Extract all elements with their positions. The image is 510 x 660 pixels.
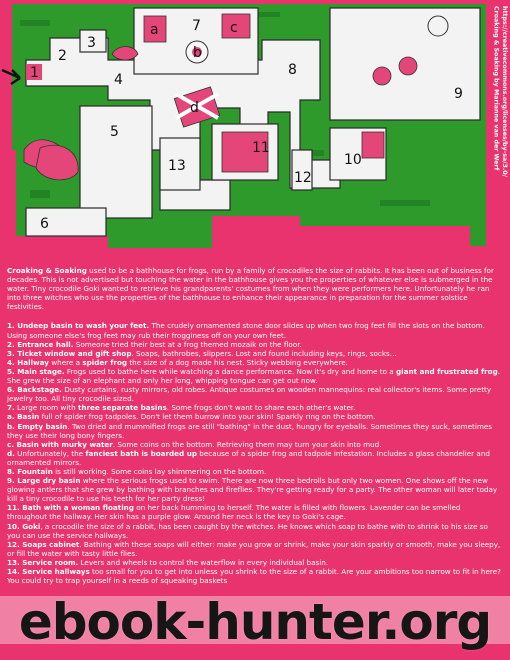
list-item: 2. Entrance hall. Someone tried their best at a frog themed mozaik on the floor.: [7, 339, 302, 349]
watermark: ebook-hunter.org: [18, 593, 492, 651]
list-item: 11. Bath with a woman floating on her back humming to herself. The water is filled with flowers. Lavender can be smelled throughout the hallway. Her skin has a purple glow. Around her neck is the key to Goki's cage.: [7, 503, 461, 522]
map-label-7: 7: [192, 18, 201, 34]
room-5: [80, 106, 152, 218]
bathhouse-map: [0, 0, 488, 258]
list-item: 5. Main stage. Frogs used to bathe here while watching a dance performance. Now it's dry and home to a giant and frustrated frog. She grew the size of an elephant and only her long, whipping tongue can get out now.: [7, 366, 501, 386]
map-label-11: 11: [252, 140, 270, 156]
map-label-6: 6: [40, 216, 49, 232]
list-item: 12. Soaps cabinet. Bathing with these soaps will either: make you grow or shrink, make your skin sparkly or smooth, make you sleepy, or fill the water with tasty little flies.: [7, 539, 501, 558]
map-label-4: 4: [114, 72, 123, 88]
map-label-2: 2: [58, 48, 67, 64]
map-label-d: d: [190, 100, 199, 116]
list-item: 8. Fountain is still working. Some coins lay shimmering on the bottom.: [7, 466, 267, 476]
map-label-3: 3: [87, 35, 96, 51]
intro-paragraph: [7, 266, 501, 311]
list-item: a. Basin full of spider frog tadpoles. Don't let them burrow into your skin! Sparkly ring on the bottom.: [7, 412, 376, 422]
intro-text: used to be a bathhouse for frogs, run by a family of crocodiles the size of rabbits. It has been out of business for decades. This is not advertised but touching the water in the bathhouse gives you the properties of whatever else is submerged in the water. Tiny crocodile Goki wanted to retrieve his grandparents' costumes from when they were performers here. Unfortunately he ran into three witches who use the properties of the bathhouse to enhance their appearance in preparation for the summer solstice festivities.: [7, 266, 494, 312]
list-item: 3. Ticket window and gift shop. Soaps, bathrobes, slippers. Lost and found including keys, rings, socks...: [7, 348, 397, 358]
map-label-b: b: [193, 45, 202, 61]
map-label-9: 9: [454, 86, 463, 102]
list-item: 4. Hallway where a spider frog the size of a dog made his nest. Sticky webbing everywhere.: [7, 357, 348, 367]
map-label-12: 12: [294, 170, 312, 186]
description-text: [7, 266, 501, 585]
map-label-10: 10: [344, 152, 362, 168]
map-label-8: 8: [288, 62, 297, 78]
list-item: c. Basin with murky water. Some coins on the bottom. Retrieving them may turn your skin into mud.: [7, 439, 382, 449]
author-credit: Croaking & Soaking by Marianne van der Werf: [492, 6, 500, 171]
license-credit: [490, 6, 508, 256]
basin-10: [362, 132, 384, 158]
list-item: d. Unfortunately, the fanciest bath is boarded up because of a spider frog and tadpole infestation. Includes a glass chandelier and ornamented mirrors.: [7, 448, 490, 467]
list-item: 1. Undeep basin to wash your feet. The crudely ornamented stone door slides up when two frog feet fill the slots on the bottom. Using someone else's frog feet may rub their frogginess off on your own feet.: [7, 321, 485, 340]
room-6: [26, 208, 106, 236]
map-label-13: 13: [168, 158, 186, 174]
map-label-c: c: [230, 20, 238, 36]
witch-icon-2: [399, 57, 417, 75]
license-url[interactable]: https://creativecommons.org/licenses/by-sa/3.0/: [501, 6, 508, 177]
list-item: 9. Large dry basin where the serious frogs used to swim. There are now three bedrolls but only two women. One shows off the new glowing antlers that she grew by bathing with branches and fireflies. They're getting ready for a party. The other woman will later today kill a tiny crocodile to use his teeth for her party dress!: [7, 476, 498, 504]
map-label-a: a: [150, 22, 159, 38]
intro-title: Croaking & Soaking: [7, 266, 87, 275]
witch-icon: [373, 67, 391, 85]
list-item: 13. Service room. Levers and wheels to control the waterflow in every individual basin.: [7, 557, 329, 567]
list-item: 10. Goki, a crocodile the size of a rabbit, has been caught by the witches. He knows which soap to bathe with to shrink to his size so you can use the service hallways.: [7, 521, 488, 540]
list-item: 14. Service hallways too small for you to get into unless you shrink to the size of a rabbit. Are your ambitions too narrow to fit in here? You could try to trap yourself in a reeds of squeaking baskets: [7, 567, 501, 586]
list-item: 6. Backstage. Dusty curtains, rusty mirrors, old robes. Antique costumes on wooden mannequins: real collector's items. Some pretty jewelry too. All tiny crocodile sized.: [7, 385, 492, 404]
map-label-5: 5: [110, 124, 119, 140]
list-item: 7. Large room with three separate basins. Some frogs don't want to share each other's water.: [7, 403, 356, 413]
list-item: b. Empty basin. Two dried and mummified frogs are still "bathing" in the dust, hungry for eyeballs. Sometimes they suck, sometimes they use their long bony fingers.: [7, 421, 493, 440]
map-label-1: 1: [30, 65, 39, 81]
